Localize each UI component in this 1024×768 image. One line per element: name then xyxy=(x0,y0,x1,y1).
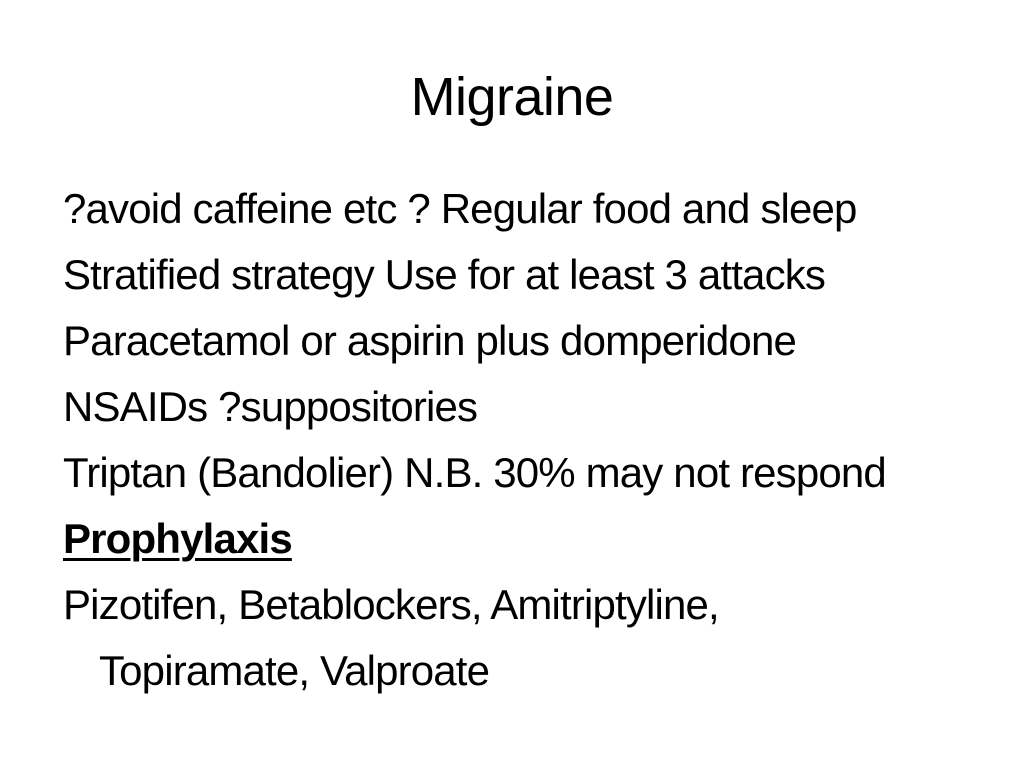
body-line-nsaids: NSAIDs ?suppositories xyxy=(63,383,478,430)
body-line-prophylaxis-heading: Prophylaxis xyxy=(63,515,292,562)
body-line-paracetamol: Paracetamol or aspirin plus domperidone xyxy=(63,317,796,364)
body-line-stratified-strategy: Stratified strategy Use for at least 3 attacks xyxy=(63,251,826,298)
body-line-triptan: Triptan (Bandolier) N.B. 30% may not respond xyxy=(63,449,886,496)
slide-title: Migraine xyxy=(410,67,614,127)
body-line-prophylactic-drugs: Pizotifen, Betablockers, Amitriptyline, xyxy=(63,581,719,628)
slide-body xyxy=(63,176,984,704)
body-line-avoid-caffeine: ?avoid caffeine etc ? Regular food and sleep xyxy=(63,185,857,232)
body-line-prophylactic-drugs-continued: Topiramate, Valproate xyxy=(99,647,490,694)
body-row-prophylaxis xyxy=(63,506,984,572)
